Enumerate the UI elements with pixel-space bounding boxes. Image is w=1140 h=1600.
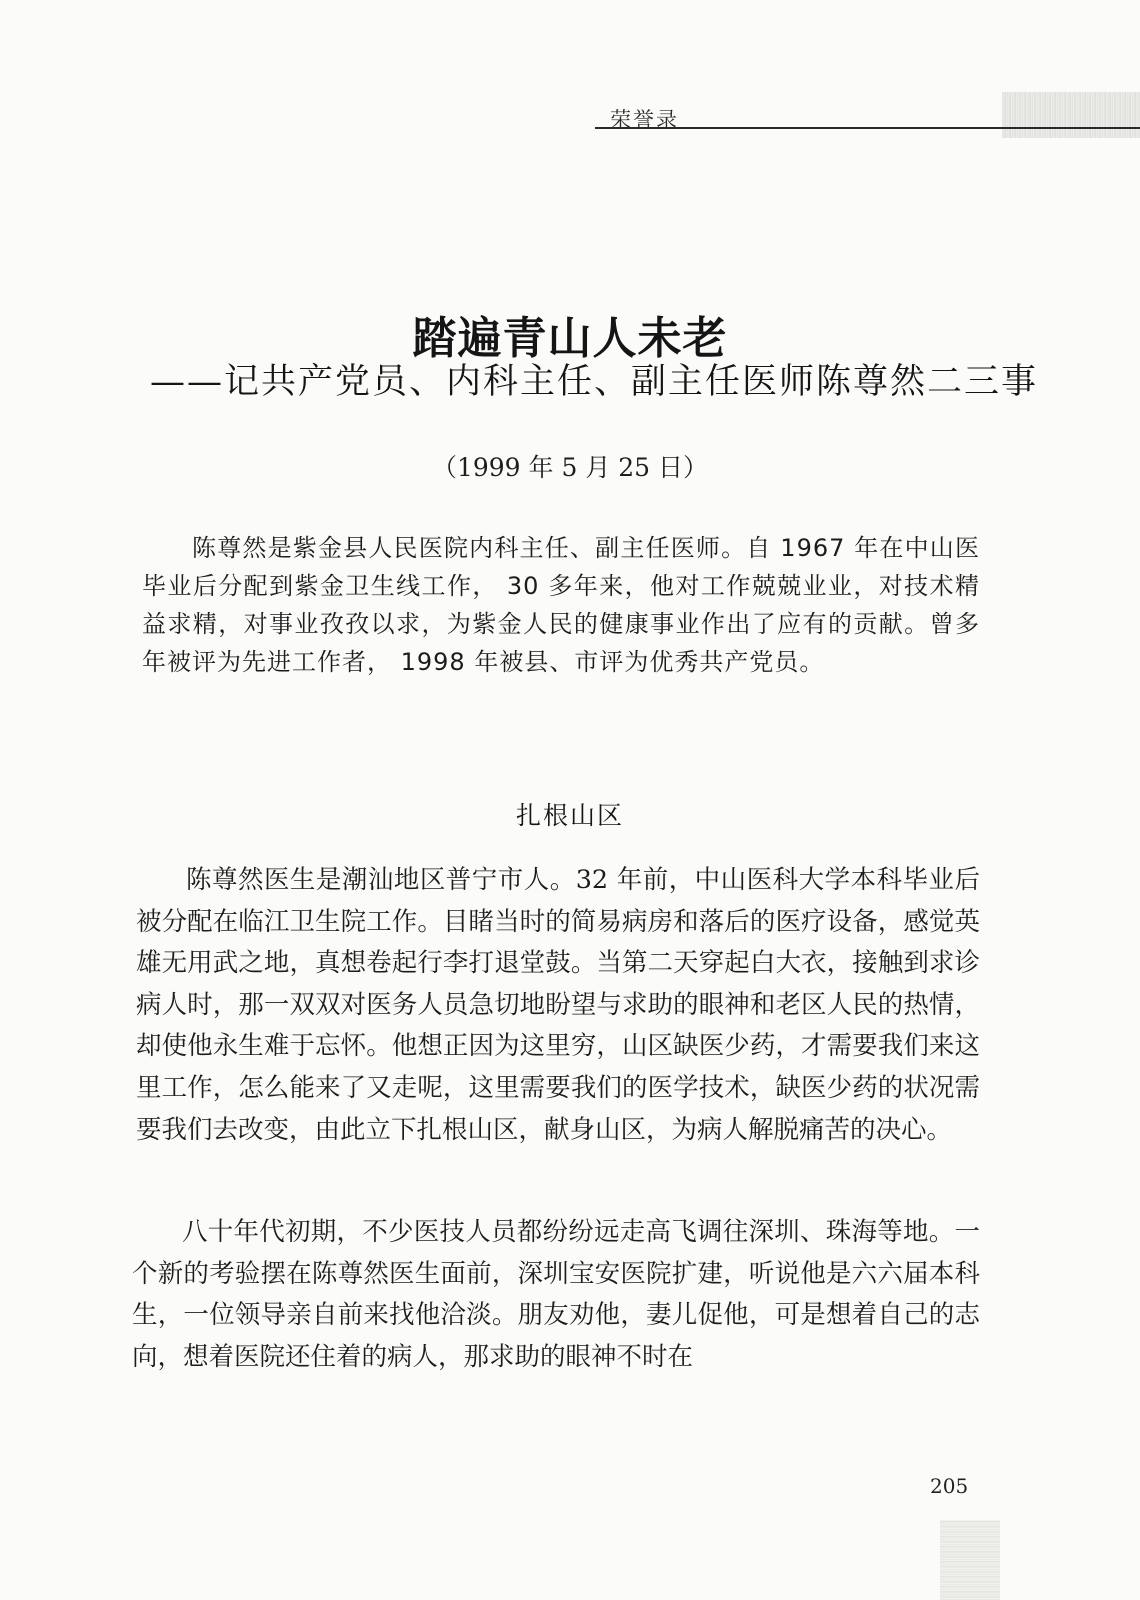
scan-artifact bbox=[1002, 92, 1140, 138]
body-paragraph: 八十年代初期，不少医技人员都纷纷远走高飞调往深圳、珠海等地。一个新的考验摆在陈尊然医生面前，深圳宝安医院扩建，听说他是六六届本科生，一位领导亲自前来找他洽淡。朋友劝他，妻儿促他，可是想着自己的志向，想着医院还住着的病人，那求助的眼神不时在 bbox=[132, 1217, 980, 1372]
article-title: 踏遍青山人未老 bbox=[412, 313, 728, 364]
article-date: （1999 年 5 月 25 日） bbox=[431, 453, 709, 482]
article-subtitle: ——记共产党员、内科主任、副主任医师陈尊然二三事 bbox=[150, 362, 1039, 402]
page-number: 205 bbox=[930, 1474, 969, 1498]
intro-paragraph: 陈尊然是紫金县人民医院内科主任、副主任医师。自 1967 年在中山医毕业后分配到紫金卫生线工作， 30 多年来，他对工作兢兢业业，对技术精益求精，对事业孜孜以求，为紫金人民的健康事业作出了应有的贡献。曾多年被评为先进工作者， 1998 年被县、市评为优秀共产党员。 bbox=[142, 534, 980, 676]
running-header: 荣誉录 bbox=[610, 108, 679, 132]
body-paragraph: 陈尊然医生是潮汕地区普宁市人。32 年前，中山医科大学本科毕业后被分配在临江卫生院工作。目睹当时的简易病房和落后的医疗设备，感觉英雄无用武之地，真想卷起行李打退堂鼓。当第二天穿起白大衣，接触到求诊病人时，那一双双对医务人员急切地盼望与求助的眼神和老区人民的热情，却使他永生难于忘怀。他想正因为这里穷，山区缺医少药，才需要我们来这里工作，怎么能来了又走呢，这里需要我们的医学技术，缺医少药的状况需要我们去改变，由此立下扎根山区，献身山区，为病人解脱痛苦的决心。 bbox=[136, 865, 980, 1145]
header-rule bbox=[595, 127, 1140, 129]
section-heading: 扎根山区 bbox=[515, 801, 624, 830]
scan-artifact bbox=[940, 1520, 1000, 1600]
